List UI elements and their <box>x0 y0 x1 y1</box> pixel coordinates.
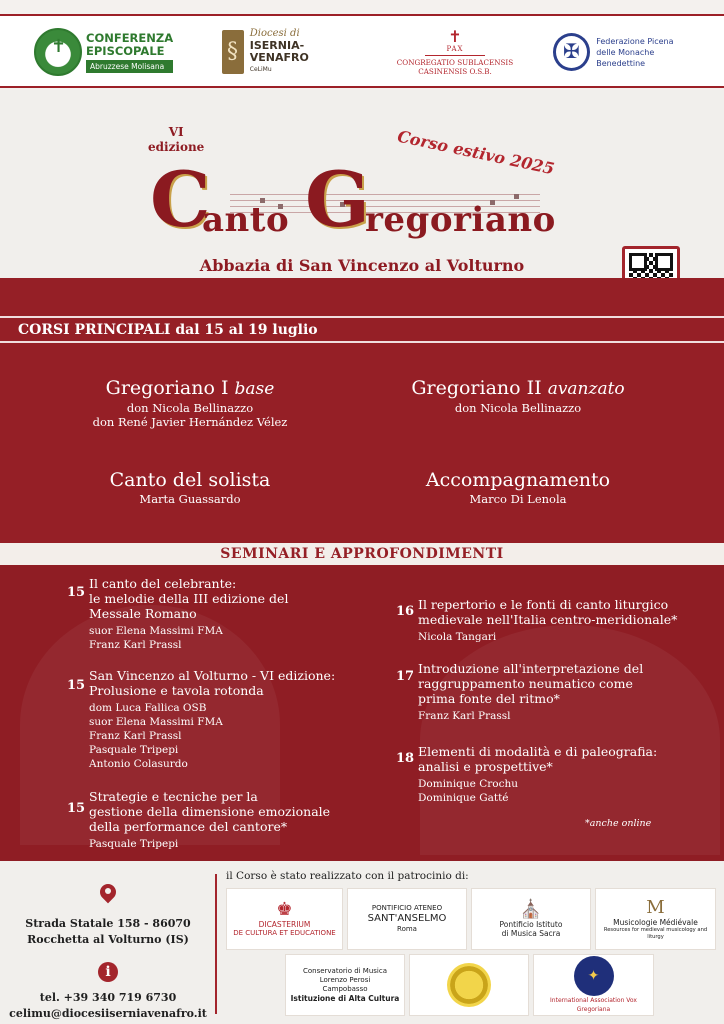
seminar-title: Messale Romano <box>89 606 197 621</box>
sublacensis-line1: CONGREGATIO SUBLACENSIS <box>396 57 514 67</box>
seminar-title: Il canto del celebrante: <box>89 576 237 591</box>
edition-label <box>148 125 204 155</box>
course-teacher: Marco Di Lenola <box>469 492 567 506</box>
voxgregoriana-line1: International Association Vox Gregoriana <box>550 997 637 1013</box>
info-icon: i <box>98 962 118 982</box>
course-name: Gregoriano II <box>411 377 542 399</box>
cei-logo <box>34 26 174 78</box>
seminar-speaker: Franz Karl Prassl <box>89 730 182 742</box>
title-word-anto: anto <box>202 200 290 240</box>
conservatorio-line3: Campobasso <box>322 985 368 993</box>
seminar-day: 15 <box>67 678 86 693</box>
cross-icon: ✝ <box>448 26 462 46</box>
federazione-seal-icon <box>553 33 590 71</box>
conservatorio-line2: Lorenzo Perosi <box>319 976 371 984</box>
pims-line1: Pontificio Istituto <box>499 920 563 929</box>
location-pin-icon <box>100 884 116 906</box>
course-level: base <box>234 379 275 399</box>
main-title <box>150 155 590 255</box>
musicologie-m-icon: M <box>646 896 665 918</box>
cei-logo-line1: CONFERENZA <box>86 30 174 45</box>
course-name: Gregoriano I <box>105 377 229 399</box>
seminar-title: Elementi di modalità e di paleografia: <box>418 744 658 759</box>
patronage-intro: il Corso è stato realizzato con il patrocinio di: <box>226 870 469 882</box>
footer-divider <box>215 874 217 1014</box>
course-teacher: don Nicola Bellinazzo <box>454 401 582 415</box>
dicastery-line2: DE CULTURA ET EDUCATIONE <box>233 929 336 937</box>
pims-emblem-icon: ⛪ <box>519 899 543 920</box>
seminar-speaker: dom Luca Fallica OSB <box>89 702 207 714</box>
santanselmo-logo <box>347 888 467 950</box>
federazione-line1: Federazione Picena <box>596 36 674 46</box>
sublacensis-pax: PAX <box>446 44 464 53</box>
course-name: Canto del solista <box>109 469 271 491</box>
course-teacher: don René Javier Hernández Vélez <box>92 415 288 429</box>
cei-logo-line2: EPISCOPALE <box>86 43 165 58</box>
course-item <box>20 468 360 506</box>
course-item <box>20 376 360 429</box>
title-initial-g: G <box>305 155 370 244</box>
sublacensis-line2: CASINENSIS O.S.B. <box>418 66 492 76</box>
seminar-title: Il repertorio e le fonti di canto liturgico <box>418 597 669 612</box>
title-initial-c: C <box>150 155 211 244</box>
seminars-heading-bar <box>0 543 724 565</box>
seminar-title: della performance del cantore* <box>89 819 288 834</box>
seminar-title: medievale nell'Italia centro-meridionale* <box>418 612 678 627</box>
logo-strip <box>0 16 724 88</box>
seminar-speaker: Pasquale Tripepi <box>89 838 179 850</box>
seminar-title: San Vincenzo al Volturno - VI edizione: <box>89 668 336 683</box>
gold-seal-icon <box>447 963 491 1007</box>
federazione-logo <box>553 26 703 78</box>
course-teacher: Marta Guassardo <box>139 492 241 506</box>
santanselmo-line1: PONTIFICIO ATENEO <box>371 904 443 912</box>
course-teacher: don Nicola Bellinazzo <box>126 401 254 415</box>
phone-number[interactable]: tel. +39 340 719 6730 <box>39 991 177 1004</box>
voxgregoriana-emblem-icon: ✦ <box>574 956 614 996</box>
santanselmo-line3: Roma <box>397 925 417 933</box>
seminar-title: le melodie della III edizione del <box>89 591 289 606</box>
seminar-title: raggruppamento neumatico come <box>418 676 633 691</box>
address-line2: Rocchetta al Volturno (IS) <box>27 933 189 946</box>
dicastery-line1: DICASTERIUM <box>258 920 311 929</box>
seminars-heading: SEMINARI E APPROFONDIMENTI <box>220 546 504 562</box>
email-address[interactable]: celimu@diocesiiserniavenafro.it <box>9 1007 207 1020</box>
seminar-speaker: Antonio Colasurdo <box>89 758 188 770</box>
conservatorio-line4: Istituzione di Alta Cultura <box>290 994 400 1003</box>
isernia-logo <box>222 26 352 78</box>
seminar-day: 17 <box>396 669 415 684</box>
seminar-title: prima fonte del ritmo* <box>418 691 560 706</box>
seminar-title: gestione della dimensione emozionale <box>89 804 331 819</box>
isernia-logo-line2: ISERNIA-VENAFRO <box>249 39 309 64</box>
corso-estivo: Corso estivo 2025 <box>395 126 557 179</box>
santanselmo-line2: SANT'ANSELMO <box>367 913 447 924</box>
seminar-title: Strategie e tecniche per la <box>89 789 258 804</box>
musicologie-line1: Musicologie Médiévale <box>613 917 698 927</box>
isernia-logo-line3: CeLiMu <box>249 66 272 73</box>
papal-keys-icon: ♚ <box>276 899 293 920</box>
seminar-day: 15 <box>67 801 86 816</box>
musicologie-logo <box>595 888 716 950</box>
address-line1: Strada Statale 158 - 86070 <box>25 917 191 930</box>
isernia-emblem-icon <box>222 30 244 74</box>
seminar-title: analisi e prospettive* <box>418 759 553 774</box>
seminar-speaker: Franz Karl Prassl <box>418 710 511 722</box>
seminar-item <box>396 661 708 723</box>
seminar-day: 18 <box>396 751 415 766</box>
seminar-speaker: suor Elena Massimi FMA <box>89 625 223 637</box>
course-item <box>348 468 688 506</box>
conservatorio-line1: Conservatorio di Musica <box>302 967 388 975</box>
course-level: avanzato <box>547 379 625 399</box>
seminar-item <box>67 668 369 771</box>
seminar-title: Introduzione all'interpretazione del <box>418 661 644 676</box>
cei-logo-line3: Abruzzese Molisana <box>86 60 173 73</box>
seminar-speaker: Dominique Gatté <box>418 792 509 804</box>
subtitle: Abbazia di San Vincenzo al Volturno <box>199 256 525 275</box>
voxgregoriana-logo <box>533 954 654 1016</box>
contact-block <box>0 872 216 1022</box>
seminar-item <box>396 597 708 644</box>
seminar-speaker: Nicola Tangari <box>418 631 497 643</box>
edition-word: edizione <box>148 140 205 154</box>
conservatorio-logo <box>285 954 405 1016</box>
seminar-speaker: Pasquale Tripepi <box>89 744 179 756</box>
gold-seal-logo <box>409 954 529 1016</box>
seminar-item <box>67 789 379 851</box>
online-note: *anche online <box>585 818 652 829</box>
pims-line2: di Musica Sacra <box>501 929 561 938</box>
dicastery-logo <box>226 888 343 950</box>
seminar-title: Prolusione e tavola rotonda <box>89 683 264 698</box>
seminar-day: 15 <box>67 585 86 600</box>
seminar-item <box>67 576 369 652</box>
edition-number: VI <box>168 125 184 139</box>
main-courses-heading: CORSI PRINCIPALI dal 15 al 19 luglio <box>18 322 318 338</box>
main-courses-heading-bar <box>0 316 724 343</box>
federazione-line2: delle Monache Benedettine <box>596 47 655 68</box>
seminar-speaker: suor Elena Massimi FMA <box>89 716 223 728</box>
seminar-item <box>396 744 708 805</box>
seminar-speaker: Franz Karl Prassl <box>89 639 182 651</box>
musicologie-line2: Resources for medieval musicology and liturgy <box>603 926 708 940</box>
title-word-regoriano: regoriano <box>365 200 556 240</box>
pims-logo <box>471 888 591 950</box>
course-item <box>348 376 688 415</box>
isernia-logo-line1: Diocesi di <box>249 28 300 39</box>
course-name: Accompagnamento <box>425 469 611 491</box>
seminar-speaker: Dominique Crochu <box>418 778 518 790</box>
seminar-day: 16 <box>396 604 415 619</box>
sublacensis-logo <box>396 26 514 78</box>
cei-emblem-icon <box>34 28 82 76</box>
